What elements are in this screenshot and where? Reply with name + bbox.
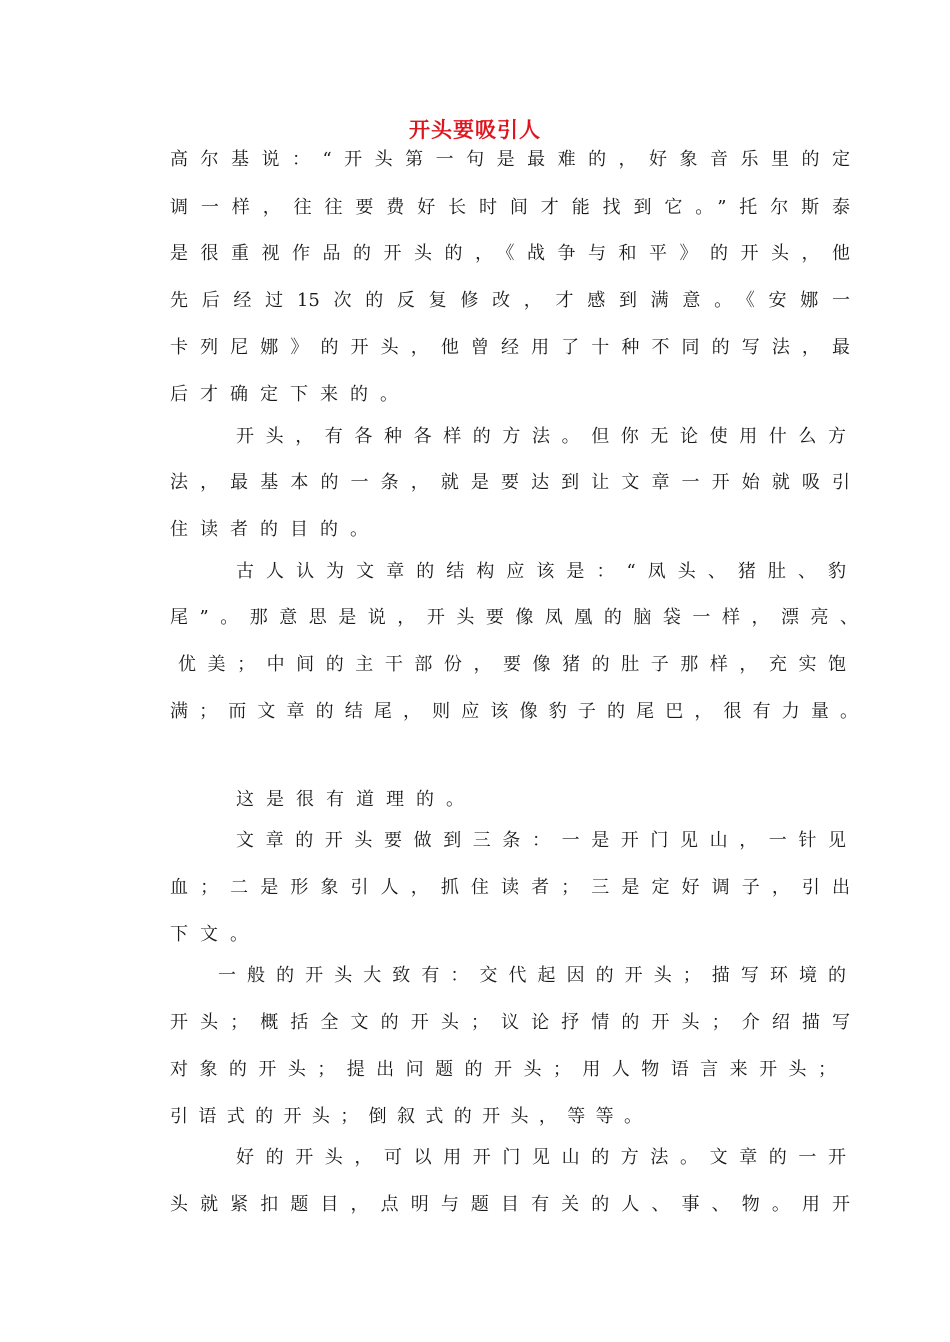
text-line: 开头，有各种各样的方法。但你无论使用什么方 xyxy=(236,426,846,447)
text-line: 头就紧扣题目，点明与题目有关的人、事、物。用开 xyxy=(170,1194,850,1215)
text-line: 尾”。那意思是说，开头要像凤凰的脑袋一样，漂亮、 xyxy=(170,607,858,628)
text-line: 是很重视作品的开头的，《战争与和平》的开头，他 xyxy=(170,243,850,264)
text-line: 古人认为文章的结构应该是：“凤头、猪肚、豹 xyxy=(236,561,846,582)
text-line: 卡列尼娜》的开头，他曾经用了十种不同的写法，最 xyxy=(170,337,850,358)
text-line: 优美；中间的主干部份，要像猪的肚子那样，充实饱 xyxy=(178,654,846,675)
text-line: 后才确定下来的。 xyxy=(170,384,410,405)
text-line: 开头；概括全文的开头；议论抒情的开头；介绍描写 xyxy=(170,1012,850,1033)
text-line: 下文。 xyxy=(170,924,260,945)
text-line: 高尔基说：“开头第一句是最难的，好象音乐里的定 xyxy=(170,149,850,170)
text-line: 血；二是形象引人，抓住读者；三是定好调子，引出 xyxy=(170,877,850,898)
text-line: 一般的开头大致有：交代起因的开头；描写环境的 xyxy=(218,965,846,986)
text-line: 先后经过15次的反复修改，才感到满意。《安娜一 xyxy=(170,290,850,311)
text-line: 住读者的目的。 xyxy=(170,519,380,540)
text-line: 调一样，往往要费好长时间才能找到它。”托尔斯泰 xyxy=(170,197,850,218)
text-line: 引语式的开头；倒叙式的开头，等等。 xyxy=(170,1106,642,1127)
text-line: 对象的开头；提出问题的开头；用人物语言来开头； xyxy=(170,1059,836,1080)
text-line: 法，最基本的一条，就是要达到让文章一开始就吸引 xyxy=(170,472,850,493)
text-line: 满；而文章的结尾，则应该像豹子的尾巴，很有力量。 xyxy=(170,701,858,722)
text-line: 好的开头，可以用开门见山的方法。文章的一开 xyxy=(236,1147,846,1168)
text-line: 文章的开头要做到三条：一是开门见山，一针见 xyxy=(236,830,846,851)
document-title: 开头要吸引人 xyxy=(409,117,541,142)
text-line: 这是很有道理的。 xyxy=(236,789,476,810)
